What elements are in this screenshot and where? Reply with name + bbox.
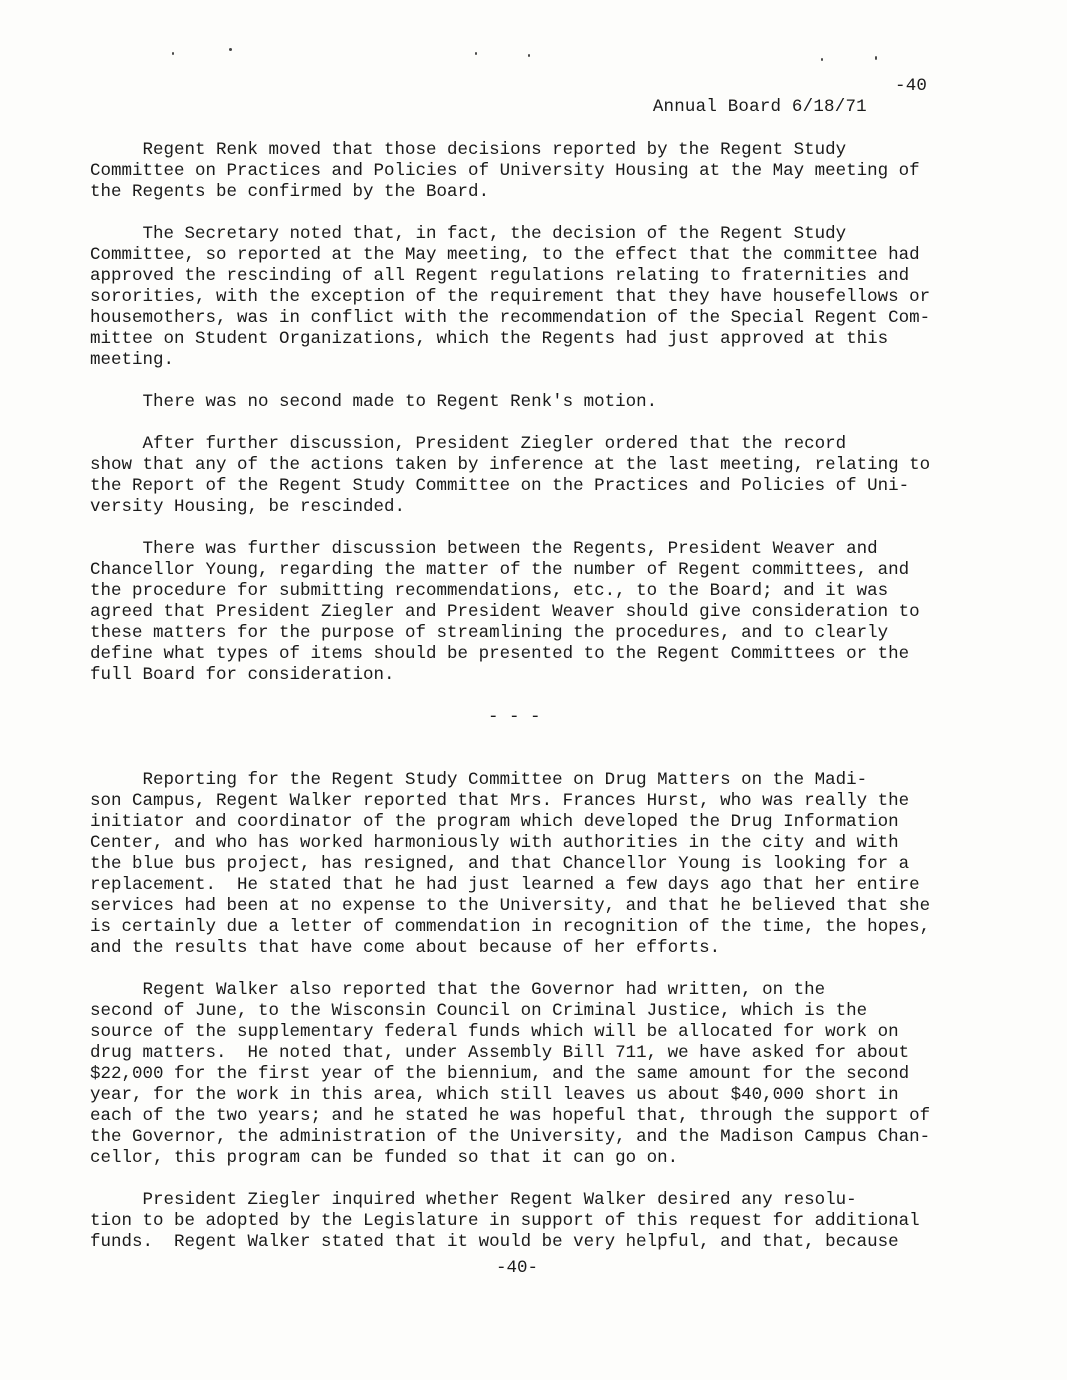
text-line: Center, and who has worked harmoniously with authorities in the city and with — [90, 833, 899, 853]
text-line: mittee on Student Organizations, which the Regents had just approved at this — [90, 329, 889, 349]
text-line: There was further discussion between the Regents, President Weaver and — [90, 539, 878, 559]
text-line: housemothers, was in conflict with the recommendation of the Special Regent Com- — [90, 308, 931, 328]
paragraph — [90, 1190, 940, 1253]
text-line: Reporting for the Regent Study Committee on Drug Matters on the Madi- — [90, 770, 868, 790]
text-line: initiator and coordinator of the program which developed the Drug Information — [90, 812, 899, 832]
paragraph — [90, 140, 940, 203]
paragraph — [90, 980, 940, 1169]
text-line: Committee, so reported at the May meeting, to the effect that the committee had — [90, 245, 920, 265]
text-line: $22,000 for the first year of the biennium, and the same amount for the second — [90, 1064, 910, 1084]
text-line: and the results that have come about because of her efforts. — [90, 938, 721, 958]
text-line: Regent Renk moved that those decisions reported by the Regent Study — [90, 140, 847, 160]
text-line: the Regents be confirmed by the Board. — [90, 182, 490, 202]
text-line: tion to be adopted by the Legislature in support of this request for additional — [90, 1211, 920, 1231]
paragraph — [90, 770, 940, 959]
text-line: full Board for consideration. — [90, 665, 395, 685]
text-line: funds. Regent Walker stated that it would be very helpful, and that, because — [90, 1232, 899, 1252]
text-line: second of June, to the Wisconsin Council on Criminal Justice, which is the — [90, 1001, 868, 1021]
text-line: define what types of items should be presented to the Regent Committees or the — [90, 644, 910, 664]
text-line: year, for the work in this area, which still leaves us about $40,000 short in — [90, 1085, 899, 1105]
text-line: approved the rescinding of all Regent regulations relating to fraternities and — [90, 266, 910, 286]
text-line: show that any of the actions taken by inference at the last meeting, relating to — [90, 455, 931, 475]
header-title: Annual Board 6/18/71 — [652, 97, 867, 117]
text-line: services had been at no expense to the University, and that he believed that she — [90, 896, 931, 916]
paragraph — [90, 434, 940, 518]
page-footer-number: -40- — [496, 1258, 539, 1278]
text-line: agreed that President Ziegler and President Weaver should give consideration to — [90, 602, 920, 622]
document-body — [90, 140, 940, 1274]
text-line: Committee on Practices and Policies of University Housing at the May meeting of — [90, 161, 920, 181]
text-line: drug matters. He noted that, under Assembly Bill 711, we have asked for about — [90, 1043, 910, 1063]
section-separator: - - - — [488, 707, 541, 727]
text-line: There was no second made to Regent Renk's motion. — [90, 392, 658, 412]
text-line: the Governor, the administration of the University, and the Madison Campus Chan- — [90, 1127, 931, 1147]
text-line: son Campus, Regent Walker reported that Mrs. Frances Hurst, who was really the — [90, 791, 910, 811]
text-line: Chancellor Young, regarding the matter of the number of Regent committees, and — [90, 560, 910, 580]
text-line: the procedure for submitting recommendations, etc., to the Board; and it was — [90, 581, 889, 601]
text-line: After further discussion, President Ziegler ordered that the record — [90, 434, 847, 454]
text-line: meeting. — [90, 350, 175, 370]
paragraph — [90, 224, 940, 371]
text-line: sororities, with the exception of the requirement that they have housefellows or — [90, 287, 931, 307]
text-line: Regent Walker also reported that the Governor had written, on the — [90, 980, 826, 1000]
text-line: The Secretary noted that, in fact, the decision of the Regent Study — [90, 224, 847, 244]
text-line: source of the supplementary federal funds which will be allocated for work on — [90, 1022, 899, 1042]
text-line: is certainly due a letter of commendation in recognition of the time, the hopes, — [90, 917, 931, 937]
paragraph — [90, 392, 940, 413]
text-line: the Report of the Regent Study Committee on the Practices and Policies of Uni- — [90, 476, 910, 496]
text-line: replacement. He stated that he had just learned a few days ago that her entire — [90, 875, 920, 895]
header-page-number: -40 — [895, 76, 928, 96]
text-line: versity Housing, be rescinded. — [90, 497, 406, 517]
text-line: President Ziegler inquired whether Regent Walker desired any resolu- — [90, 1190, 857, 1210]
paragraph — [90, 539, 940, 686]
text-line: cellor, this program can be funded so that it can go on. — [90, 1148, 679, 1168]
text-line: each of the two years; and he stated he was hopeful that, through the support of — [90, 1106, 931, 1126]
text-line: the blue bus project, has resigned, and that Chancellor Young is looking for a — [90, 854, 910, 874]
text-line: these matters for the purpose of streamlining the procedures, and to clearly — [90, 623, 889, 643]
